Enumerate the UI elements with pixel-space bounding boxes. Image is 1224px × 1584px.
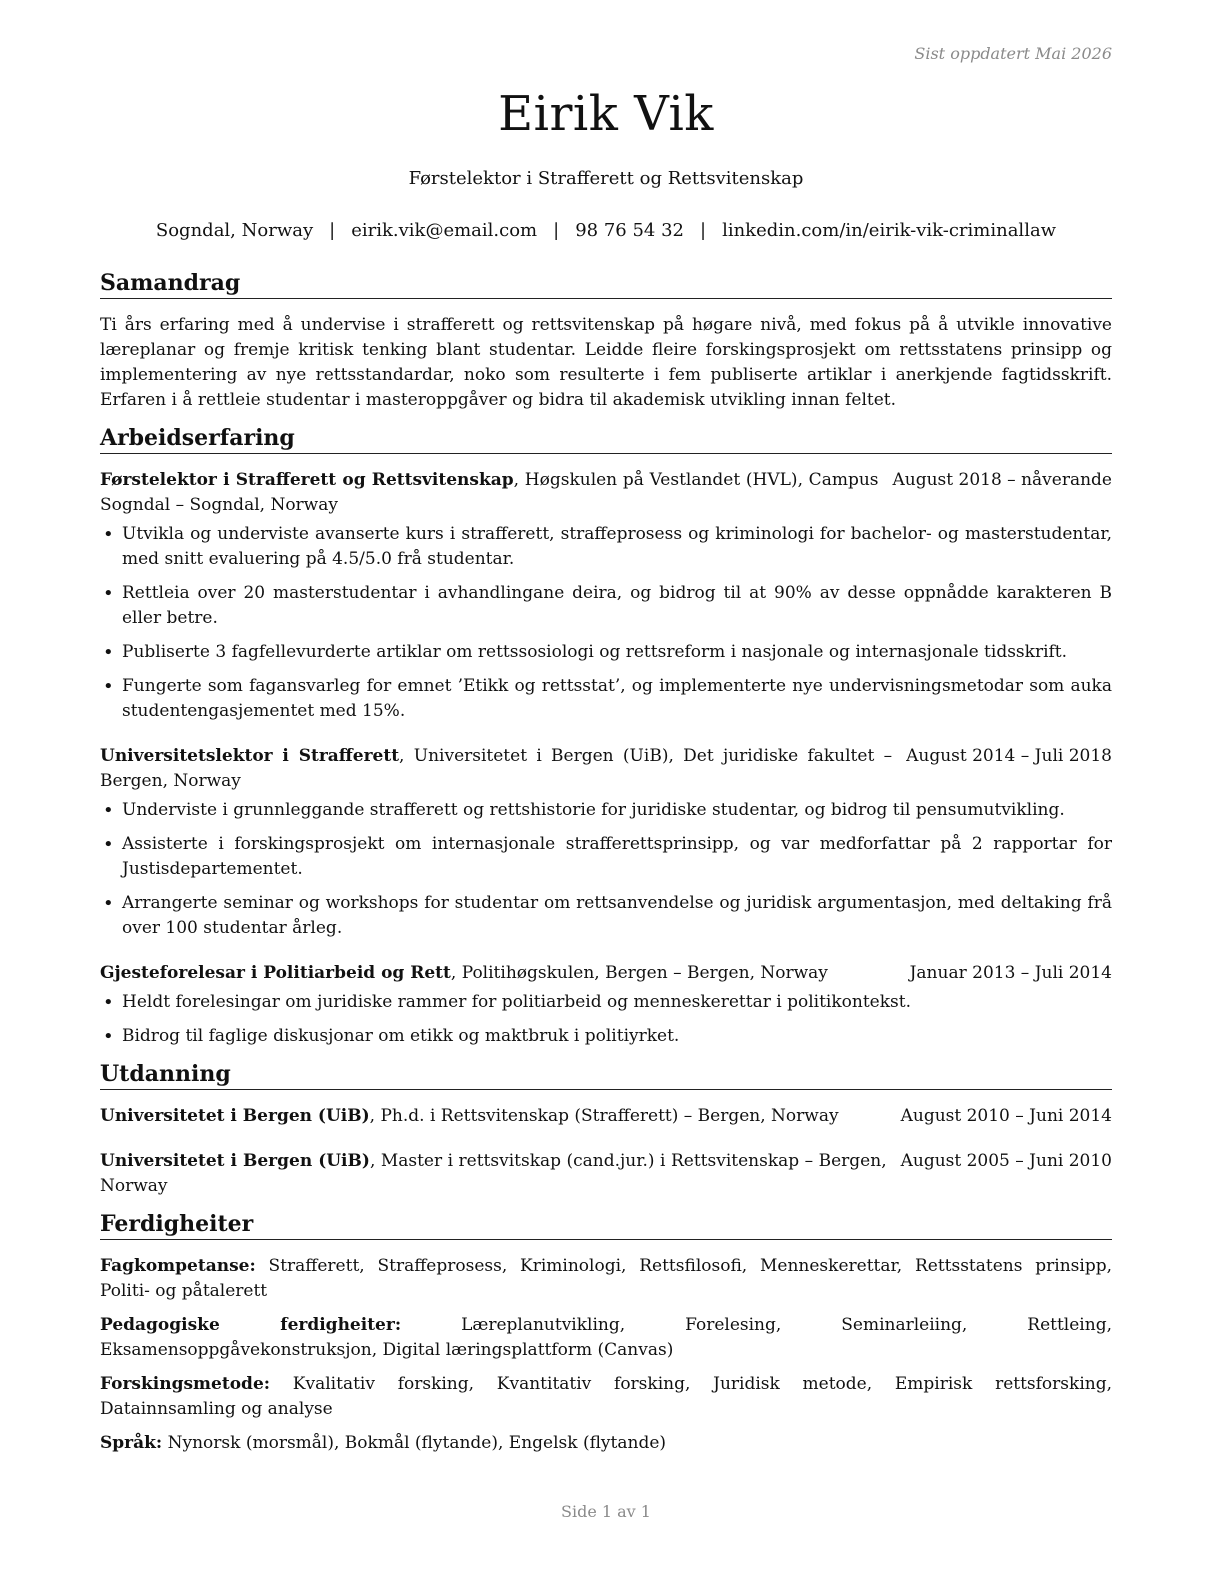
job-dates: August 2014 – Juli 2018 (906, 746, 1112, 766)
skills-section (100, 1211, 1112, 1456)
job-bullets (100, 990, 1112, 1049)
job-bullet: • Fungerte som fagansvarleg for emnet ’Etikk og rettsstat’, og implementerte nye undervisningsmetodar som auka studentengasjementet med 15%. (100, 674, 1112, 724)
education-title-line (100, 1149, 901, 1199)
education-title-line (100, 1104, 901, 1129)
job-bullets (100, 522, 1112, 724)
education-dates: August 2005 – Juni 2010 (900, 1151, 1112, 1171)
summary-text: Ti års erfaring med å undervise i strafferett og rettsvitenskap på høgare nivå, med fokus på å utvikle innovative læreplanar og fremje kritisk tenking blant studentar. Leidde fleire forskingsprosjekt om rettsstatens prinsipp og implementering av nye rettsstandardar, noko som resulterte i fem publiserte artiklar i anerkjende fagtidsskrift. Erfaren i å rettleie studentar i masteroppgåver og bidra til akademisk utvikling innan feltet. (100, 315, 1112, 410)
job-role: Gjesteforelesar i Politiarbeid og Rett (100, 963, 451, 983)
skill-text: Nynorsk (morsmål), Bokmål (flytande), Engelsk (flytande) (162, 1433, 667, 1453)
education-entry (100, 1104, 1112, 1129)
education-header (100, 1104, 1112, 1129)
resume-content (100, 270, 1112, 1468)
skill-label: Fagkompetanse: (100, 1256, 256, 1276)
section-title-experience: Arbeidserfaring (100, 425, 1112, 454)
contact-email[interactable]: eirik.vik@email.com (351, 220, 538, 241)
job-bullet: • Heldt forelesingar om juridiske rammer for politiarbeid og menneskerettar i politikontekst. (100, 990, 1112, 1015)
job-bullet: • Bidrog til faglige diskusjonar om etikk og maktbruk i politiyrket. (100, 1024, 1112, 1049)
contact-linkedin[interactable]: linkedin.com/in/eirik-vik-criminallaw (722, 220, 1057, 241)
contact-location: Sogndal, Norway (155, 220, 314, 241)
job-org: , Høgskulen på Vestlandet (HVL), Campus Sogndal – Sogndal, Norway (100, 470, 879, 515)
skill-row (100, 1372, 1112, 1422)
job-role: Førstelektor i Strafferett og Rettsvitenskap (100, 470, 514, 490)
job-entry (100, 744, 1112, 941)
education-section (100, 1061, 1112, 1199)
job-bullet: • Assisterte i forskingsprosjekt om internasjonale strafferettsprinsipp, og var medforfattar på 2 rapportar for Justisdepartementet. (100, 832, 1112, 882)
skill-label: Pedagogiske ferdigheiter: (100, 1315, 402, 1335)
education-degree: , Master i rettsvitskap (cand.jur.) i Rettsvitenskap – Bergen, Norway (100, 1151, 887, 1196)
last-updated: Sist oppdatert Mai 2026 (914, 44, 1112, 63)
job-org: , Politihøgskulen, Bergen – Bergen, Norway (450, 963, 828, 983)
candidate-name: Eirik Vik (498, 86, 714, 142)
education-school: Universitetet i Bergen (UiB) (100, 1151, 370, 1171)
job-role: Universitetslektor i Strafferett (100, 746, 400, 766)
section-title-summary: Samandrag (100, 270, 1112, 299)
job-title-line (100, 961, 910, 986)
skill-text: Læreplanutvikling, Forelesing, Seminarleiing, Rettleing, Eksamensoppgåvekonstruksjon, Digital læringsplattform (Canvas) (100, 1315, 1112, 1360)
job-dates: August 2018 – nåverande (892, 470, 1112, 490)
candidate-headline: Førstelektor i Strafferett og Rettsvitenskap (408, 168, 804, 189)
section-title-education: Utdanning (100, 1061, 1112, 1090)
job-title-line (100, 468, 893, 518)
resume-page (100, 0, 1112, 1584)
contact-separator: | (553, 220, 560, 241)
education-degree: , Ph.d. i Rettsvitenskap (Strafferett) – Bergen, Norway (369, 1106, 839, 1126)
job-bullet: • Arrangerte seminar og workshops for studentar om rettsanvendelse og juridisk argumentasjon, med deltaking frå over 100 studentar årleg. (100, 891, 1112, 941)
section-title-skills: Ferdigheiter (100, 1211, 1112, 1240)
job-org: , Universitetet i Bergen (UiB), Det juridiske fakultet – Bergen, Norway (100, 746, 893, 791)
job-bullet: • Publiserte 3 fagfellevurderte artiklar om rettssosiologi og rettsreform i nasjonale og internasjonale tidsskrift. (100, 640, 1112, 665)
page-number: Side 1 av 1 (561, 1502, 651, 1521)
job-bullets (100, 798, 1112, 941)
job-entry (100, 468, 1112, 724)
education-entry (100, 1149, 1112, 1199)
skill-row (100, 1254, 1112, 1304)
education-dates: August 2010 – Juni 2014 (900, 1106, 1112, 1126)
job-dates: Januar 2013 – Juli 2014 (909, 963, 1112, 983)
contact-separator: | (700, 220, 707, 241)
job-bullet: • Utvikla og underviste avanserte kurs i strafferett, straffeprosess og kriminologi for bachelor- og masterstudentar, med snitt evaluering på 4.5/5.0 frå studentar. (100, 522, 1112, 572)
education-header (100, 1149, 1112, 1199)
skill-text: Strafferett, Straffeprosess, Kriminologi, Rettsfilosofi, Menneskerettar, Rettsstatens prinsipp, Politi- og påtalerett (100, 1256, 1112, 1301)
skill-row (100, 1431, 1112, 1456)
contact-line (100, 220, 1112, 241)
education-school: Universitetet i Bergen (UiB) (100, 1106, 370, 1126)
job-header (100, 468, 1112, 518)
job-bullet: • Rettleia over 20 masterstudentar i avhandlingane deira, og bidrog til at 90% av desse oppnådde karakteren B eller betre. (100, 581, 1112, 631)
skill-row (100, 1313, 1112, 1363)
job-header (100, 961, 1112, 986)
job-title-line (100, 744, 906, 794)
summary-section (100, 270, 1112, 413)
experience-section (100, 425, 1112, 1049)
contact-separator: | (329, 220, 336, 241)
job-entry (100, 961, 1112, 1049)
skill-label: Forskingsmetode: (100, 1374, 271, 1394)
job-bullet: • Underviste i grunnleggande strafferett og rettshistorie for juridiske studentar, og bidrog til pensumutvikling. (100, 798, 1112, 823)
job-header (100, 744, 1112, 794)
contact-phone: 98 76 54 32 (575, 220, 684, 241)
skill-text: Kvalitativ forsking, Kvantitativ forsking, Juridisk metode, Empirisk rettsforsking, Datainnsamling og analyse (100, 1374, 1112, 1419)
skill-label: Språk: (100, 1433, 163, 1453)
